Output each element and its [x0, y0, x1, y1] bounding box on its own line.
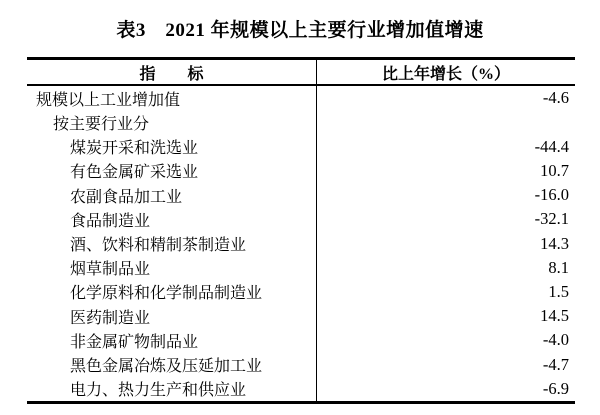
- row-label: 非金属矿物制品业: [70, 333, 199, 351]
- row-label: 按主要行业分: [53, 115, 150, 133]
- page-title: 表3 2021 年规模以上主要行业增加值增速: [116, 20, 484, 41]
- row-value: -44.4: [534, 136, 569, 156]
- row-label: 酒、饮料和精制茶制造业: [70, 237, 247, 255]
- row-value: -6.9: [542, 378, 569, 398]
- header-growth-label: 比上年增长（%）: [381, 65, 510, 83]
- header-cell-indicator: [27, 60, 317, 84]
- header-cell-growth: [317, 60, 575, 84]
- table-row: [27, 304, 575, 328]
- row-value: -4.6: [542, 88, 569, 108]
- table-row: [27, 256, 575, 280]
- row-value: 10.7: [540, 160, 569, 180]
- table-row: [27, 159, 575, 183]
- row-label: 黑色金属冶炼及压延加工业: [70, 358, 263, 376]
- row-label: 规模以上工业增加值: [36, 91, 181, 109]
- table-row: [27, 231, 575, 255]
- table-body: [27, 86, 575, 401]
- table-row: [27, 110, 575, 134]
- row-value: -32.1: [534, 209, 569, 229]
- row-value: -16.0: [534, 185, 569, 205]
- table-header: [27, 60, 575, 86]
- row-label: 煤炭开采和洗选业: [70, 140, 199, 158]
- row-label: 有色金属矿采选业: [70, 164, 199, 182]
- table-row: [27, 280, 575, 304]
- row-label: 农副食品加工业: [70, 188, 183, 206]
- row-value: 1.5: [548, 281, 569, 301]
- row-label: 电力、热力生产和供应业: [70, 382, 247, 400]
- row-label: 食品制造业: [70, 212, 151, 230]
- row-label: 医药制造业: [70, 309, 151, 327]
- table-row: [27, 134, 575, 158]
- row-label: 烟草制品业: [70, 261, 151, 279]
- table-row: [27, 377, 575, 401]
- table-row: [27, 353, 575, 377]
- row-label: 化学原料和化学制品制造业: [70, 285, 263, 303]
- row-value: -4.7: [542, 354, 569, 374]
- table-row: [27, 207, 575, 231]
- row-value: 14.3: [540, 233, 569, 253]
- row-value: 14.5: [540, 306, 569, 326]
- data-table: [27, 57, 575, 404]
- table-row: [27, 183, 575, 207]
- row-value: 8.1: [548, 257, 569, 277]
- header-indicator-label: 指 标: [139, 65, 204, 83]
- table-row: [27, 328, 575, 352]
- table-row: [27, 86, 575, 110]
- row-value: -4.0: [542, 330, 569, 350]
